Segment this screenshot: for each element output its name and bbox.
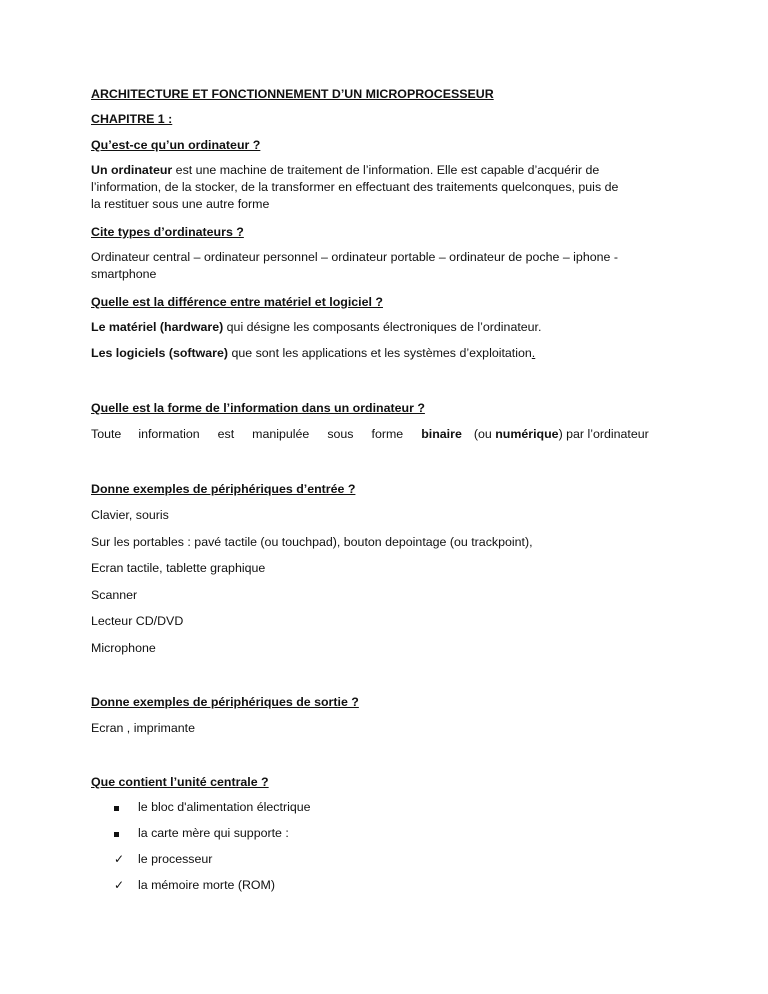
forme-word-5: sous — [327, 427, 354, 441]
types-line-2: smartphone — [91, 267, 157, 281]
software-line — [91, 345, 535, 362]
input-item: Clavier, souris — [91, 508, 169, 522]
square-bullet-icon — [114, 825, 119, 842]
question-heading-entree: Donne exemples de périphériques d’entrée ? — [91, 482, 356, 496]
forme-rest: ) par l’ordinateur — [558, 427, 649, 441]
software-end-period: . — [531, 346, 536, 360]
definition-line-3: la restituer sous une autre forme — [91, 197, 270, 211]
term-ordinateur: Un ordinateur — [91, 163, 173, 177]
types-line-1: Ordinateur central – ordinateur personnel – ordinateur portable – ordinateur de poche – iphone - — [91, 250, 618, 264]
question-heading-ordinateur: Qu’est-ce qu’un ordinateur ? — [91, 138, 261, 152]
input-item: Ecran tactile, tablette graphique — [91, 561, 266, 575]
forme-word-3: est — [217, 427, 235, 441]
question-heading-types: Cite types d’ordinateurs ? — [91, 225, 244, 239]
output-item: Ecran , imprimante — [91, 721, 195, 735]
input-item: Lecteur CD/DVD — [91, 614, 184, 628]
forme-line — [91, 426, 649, 443]
forme-word-6: forme — [371, 427, 404, 441]
list-item: le processeur — [138, 852, 213, 866]
forme-ou: (ou — [473, 427, 492, 441]
input-item: Scanner — [91, 588, 138, 602]
list-item: la mémoire morte (ROM) — [138, 878, 275, 892]
term-numerique: numérique — [495, 427, 559, 441]
question-heading-materiel-logiciel: Quelle est la différence entre matériel et logiciel ? — [91, 295, 383, 309]
document-title: ARCHITECTURE ET FONCTIONNEMENT D’UN MICROPROCESSEUR — [91, 87, 494, 101]
term-hardware: Le matériel (hardware) — [91, 320, 224, 334]
checkmark-icon: ✓ — [114, 852, 125, 866]
square-bullet-icon — [114, 799, 119, 816]
hardware-line — [91, 319, 541, 336]
list-item: la carte mère qui supporte : — [138, 826, 289, 840]
input-item: Sur les portables : pavé tactile (ou touchpad), bouton depointage (ou trackpoint), — [91, 535, 533, 549]
question-heading-forme-information: Quelle est la forme de l’information dans un ordinateur ? — [91, 401, 425, 415]
forme-word-2: information — [138, 427, 200, 441]
forme-word-1: Toute — [91, 427, 122, 441]
term-binaire: binaire — [421, 427, 462, 441]
forme-word-4: manipulée — [252, 427, 310, 441]
question-heading-sortie: Donne exemples de périphériques de sortie ? — [91, 695, 359, 709]
software-text: que sont les applications et les systèmes d’exploitation — [228, 346, 532, 360]
definition-line-2: l’information, de la stocker, de la transformer en effectuant des traitements quelconques, puis de — [91, 180, 619, 194]
hardware-text: qui désigne les composants électroniques de l’ordinateur. — [223, 320, 542, 334]
term-software: Les logiciels (software) — [91, 346, 229, 360]
checkmark-icon: ✓ — [114, 878, 125, 892]
definition-line-1-text: est une machine de traitement de l’information. Elle est capable d’acquérir de — [172, 163, 600, 177]
list-item: le bloc d'alimentation électrique — [138, 800, 311, 814]
chapter-heading: CHAPITRE 1 : — [91, 112, 173, 126]
question-heading-unite-centrale: Que contient l’unité centrale ? — [91, 775, 269, 789]
input-item: Microphone — [91, 641, 156, 655]
definition-line-1 — [91, 162, 599, 179]
